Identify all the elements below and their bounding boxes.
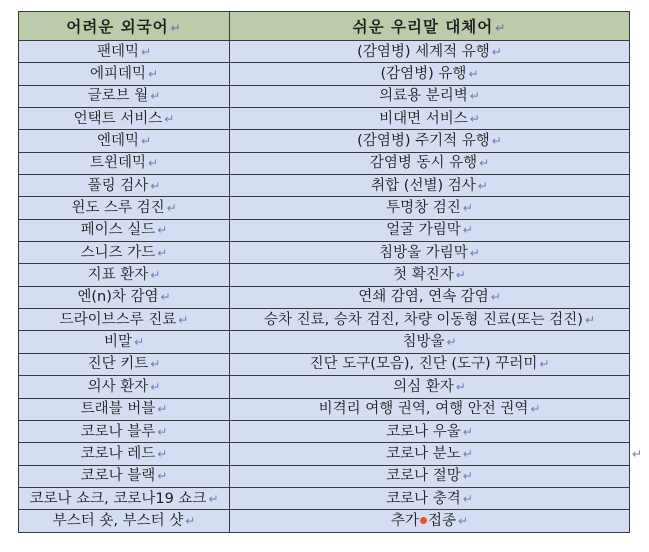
paragraph-mark-icon: ↵ [457, 513, 469, 528]
table-row [19, 309, 630, 331]
paragraph-mark-icon: ↵ [150, 357, 161, 372]
cell-foreign-term: 풀링 검사 ↵ [19, 175, 230, 197]
table-row [19, 331, 630, 353]
header-korean-replacement: 쉬운 우리말 대체어 ↵ [230, 12, 630, 41]
paragraph-mark-icon: ↵ [462, 446, 473, 461]
table-row [19, 219, 630, 241]
cell-foreign-term: 트래블 버블 ↵ [19, 398, 230, 420]
cell-korean-replacement: 첫 확진자 ↵ [230, 264, 630, 286]
paragraph-mark-icon: ↵ [170, 21, 182, 35]
table-row [19, 175, 630, 197]
paragraph-mark-icon: ↵ [469, 89, 480, 104]
header-foreign-term: 어려운 외국어 ↵ [19, 12, 230, 41]
paragraph-mark-icon: ↵ [166, 201, 177, 216]
table-row [19, 242, 630, 264]
cell-korean-replacement: 코로나 우울 ↵ [230, 420, 630, 442]
paragraph-mark-icon: ↵ [150, 379, 161, 394]
paragraph-mark-icon: ↵ [462, 223, 473, 238]
cell-korean-replacement: (감염병) 유행 ↵ [230, 63, 630, 85]
term-replacement-table [18, 11, 630, 533]
cell-foreign-term: 비말 ↵ [19, 331, 230, 353]
paragraph-mark-icon: ↵ [469, 111, 480, 126]
paragraph-mark-icon: ↵ [479, 156, 490, 171]
paragraph-mark-icon: ↵ [140, 44, 152, 59]
cell-korean-replacement: 코로나 분노 ↵ [230, 443, 630, 465]
paragraph-mark-icon: ↵ [160, 290, 171, 305]
cell-korean-replacement: 추가 접종 ↵ [230, 510, 630, 532]
table-row [19, 286, 630, 308]
paragraph-mark-icon: ↵ [208, 491, 219, 506]
cell-foreign-term: 스니즈 가드 ↵ [19, 242, 230, 264]
table-row [19, 398, 630, 420]
paragraph-mark-icon: ↵ [491, 44, 502, 59]
paragraph-mark-icon: ↵ [178, 312, 189, 327]
paragraph-mark-icon: ↵ [157, 424, 168, 439]
paragraph-mark-icon: ↵ [157, 446, 168, 461]
paragraph-mark-icon: ↵ [157, 402, 168, 417]
paragraph-mark-icon: ↵ [539, 357, 550, 372]
paragraph-mark-icon: ↵ [491, 134, 502, 149]
cell-foreign-term: 코로나 쇼크, 코로나19 쇼크 ↵ [19, 487, 230, 509]
table-row-last [19, 510, 630, 532]
cell-korean-replacement: 취합 (선별) 검사 ↵ [230, 175, 630, 197]
paragraph-mark-icon: ↵ [490, 290, 501, 305]
paragraph-mark-icon: ↵ [150, 178, 161, 193]
cell-foreign-term: 엔(n)차 감염 ↵ [19, 286, 230, 308]
paragraph-mark-icon: ↵ [164, 111, 175, 126]
paragraph-mark-icon: ↵ [632, 447, 643, 461]
cell-korean-replacement: 감염병 동시 유행 ↵ [230, 152, 630, 174]
cell-korean-replacement: 침방울 가림막 ↵ [230, 242, 630, 264]
cell-korean-replacement: (감염병) 주기적 유행 ↵ [230, 130, 630, 152]
cell-foreign-term: 에피데믹 ↵ [19, 63, 230, 85]
cell-foreign-term: 엔데믹 ↵ [19, 130, 230, 152]
paragraph-mark-icon: ↵ [462, 424, 473, 439]
cell-foreign-term: 페이스 실드 ↵ [19, 219, 230, 241]
cell-korean-replacement: 진단 도구(모음), 진단 (도구) 꾸러미 ↵ [230, 353, 630, 375]
cell-korean-replacement: 비격리 여행 권역, 여행 안전 권역 ↵ [230, 398, 630, 420]
paragraph-mark-icon: ↵ [530, 402, 541, 417]
cell-foreign-term: 팬데믹 ↵ [19, 41, 230, 63]
cell-korean-replacement: 연쇄 감염, 연속 감염 ↵ [230, 286, 630, 308]
table-row [19, 264, 630, 286]
cell-korean-replacement: (감염병) 세계적 유행 ↵ [230, 41, 630, 63]
paragraph-mark-icon: ↵ [455, 379, 466, 394]
cell-foreign-term: 부스터 숏, 부스터 샷 ↵ [19, 510, 230, 532]
cell-korean-replacement: 코로나 충격 ↵ [230, 487, 630, 509]
paragraph-mark-icon: ↵ [147, 67, 159, 82]
paragraph-mark-icon: ↵ [150, 89, 161, 104]
paragraph-mark-icon: ↵ [133, 335, 145, 350]
paragraph-mark-icon: ↵ [584, 312, 595, 327]
cell-foreign-term: 언택트 서비스 ↵ [19, 108, 230, 130]
table-row [19, 63, 630, 85]
cell-korean-replacement: 의료용 분리벽 ↵ [230, 85, 630, 107]
paragraph-mark-icon: ↵ [455, 268, 466, 283]
cell-foreign-term: 윈도 스루 검진 ↵ [19, 197, 230, 219]
cell-foreign-term: 코로나 블랙 ↵ [19, 465, 230, 487]
table-row [19, 443, 630, 465]
table-row [19, 487, 630, 509]
cell-korean-replacement: 얼굴 가림막 ↵ [230, 219, 630, 241]
cell-korean-replacement: 코로나 절망 ↵ [230, 465, 630, 487]
paragraph-mark-icon: ↵ [147, 156, 159, 171]
cursor-dot-icon [420, 517, 427, 524]
table-header-row [19, 12, 630, 41]
paragraph-mark-icon: ↵ [477, 178, 488, 193]
cell-foreign-term: 의사 환자 ↵ [19, 376, 230, 398]
table-row [19, 353, 630, 375]
paragraph-mark-icon: ↵ [462, 469, 473, 484]
paragraph-mark-icon: ↵ [157, 469, 168, 484]
cell-foreign-term: 코로나 레드 ↵ [19, 443, 230, 465]
table-row [19, 376, 630, 398]
table-body [19, 41, 630, 533]
paragraph-mark-icon: ↵ [185, 513, 196, 528]
cell-korean-replacement: 의심 환자 ↵ [230, 376, 630, 398]
table-row [19, 465, 630, 487]
paragraph-mark-icon: ↵ [150, 268, 161, 283]
cell-foreign-term: 글로브 월 ↵ [19, 85, 230, 107]
cell-foreign-term: 코로나 블루 ↵ [19, 420, 230, 442]
paragraph-mark-icon: ↵ [140, 134, 152, 149]
cell-foreign-term: 지표 환자 ↵ [19, 264, 230, 286]
cell-korean-replacement: 승차 진료, 승차 검진, 차량 이동형 진료(또는 검진) ↵ [230, 309, 630, 331]
paragraph-mark-icon: ↵ [462, 491, 473, 506]
table-row [19, 152, 630, 174]
cell-foreign-term: 진단 키트 ↵ [19, 353, 230, 375]
cell-korean-replacement: 투명창 검진 ↵ [230, 197, 630, 219]
table-row [19, 108, 630, 130]
table-row [19, 41, 630, 63]
paragraph-mark-icon: ↵ [468, 67, 479, 82]
cell-korean-replacement: 비대면 서비스 ↵ [230, 108, 630, 130]
paragraph-mark-icon: ↵ [462, 201, 473, 216]
table-row [19, 197, 630, 219]
cell-foreign-term: 드라이브스루 진료 ↵ [19, 309, 230, 331]
paragraph-mark-icon: ↵ [157, 245, 168, 260]
paragraph-mark-icon: ↵ [469, 245, 480, 260]
paragraph-mark-icon: ↵ [157, 223, 168, 238]
cell-foreign-term: 트윈데믹 ↵ [19, 152, 230, 174]
table-row [19, 85, 630, 107]
paragraph-mark-icon: ↵ [495, 21, 507, 35]
cell-korean-replacement: 침방울 ↵ [230, 331, 630, 353]
paragraph-mark-icon: ↵ [446, 335, 457, 350]
table-row [19, 420, 630, 442]
table-row [19, 130, 630, 152]
